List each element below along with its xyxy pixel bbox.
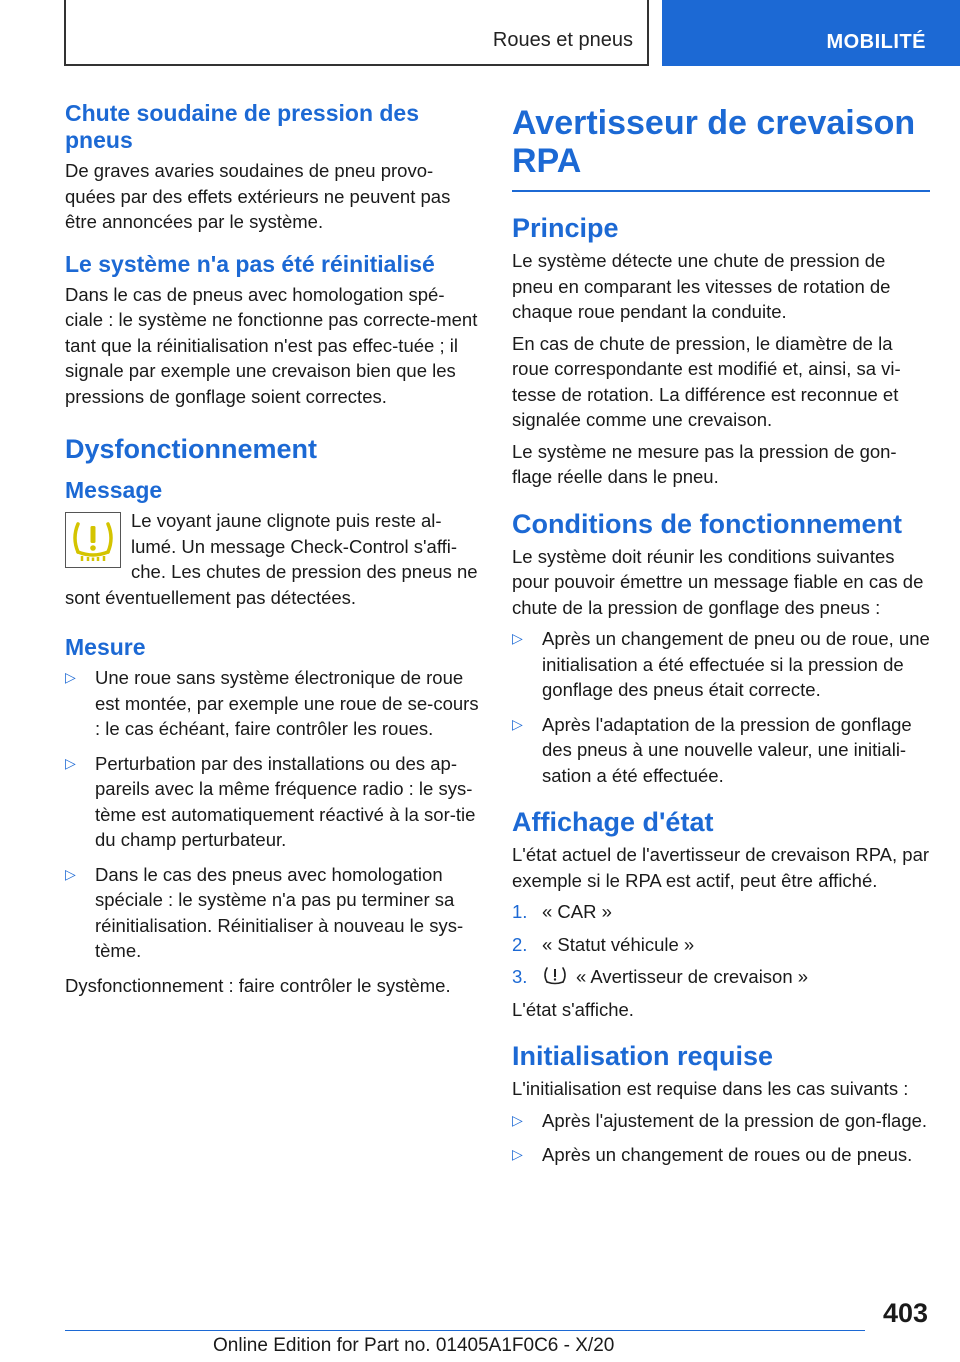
initialization-list bbox=[512, 1108, 930, 1168]
paragraph-message: Le voyant jaune clignote puis reste al-lumé. Un message Check-Control s'affi-che. Les chutes de pression des pneus ne sont éventuellement pas détectées. bbox=[65, 510, 478, 608]
triangle-bullet-icon: ▷ bbox=[65, 865, 76, 882]
heading-malfunction: Dysfonctionnement bbox=[65, 434, 318, 464]
header-section-title: Roues et pneus bbox=[492, 29, 633, 51]
triangle-bullet-icon: ▷ bbox=[512, 630, 523, 646]
triangle-bullet-icon: ▷ bbox=[512, 1146, 523, 1162]
message-block bbox=[65, 508, 480, 610]
status-steps-list bbox=[512, 899, 930, 990]
paragraph-not-reinitialized: Dans le cas de pneus avec homologation spé-ciale : le système ne fonctionne pas correcte-ment tant que la réinitialisation n'est pas effec-tuée ; il signale par exemple une crevaison bien que les pressions de gonflage soient correctes. bbox=[65, 283, 478, 407]
footer-edition: Online Edition for Part no. 01405A1F0C6 - X/20 bbox=[213, 1335, 615, 1356]
page-number: 403 bbox=[882, 1298, 928, 1328]
list-item: ▷ Après l'adaptation de la pression de gonflage des pneus à une nouvelle valeur, une initiali-sation a été effectuée. bbox=[512, 713, 912, 786]
triangle-bullet-icon: ▷ bbox=[512, 1111, 523, 1128]
list-item: ▷ Après un changement de roues ou de pneus. bbox=[512, 1142, 930, 1168]
paragraph-status-display: L'état actuel de l'avertisseur de crevaison RPA, par exemple si le RPA est actif, peut être affiché. bbox=[512, 844, 930, 891]
paragraph-malfunction-action: Dysfonctionnement : faire contrôler le système. bbox=[65, 974, 451, 996]
heading-sudden-pressure-loss: Chute soudaine de pression des pneus bbox=[65, 100, 420, 153]
heading-operating-conditions: Conditions de fonctionnement bbox=[512, 508, 902, 539]
left-column bbox=[65, 100, 480, 1004]
tire-pressure-warning-icon bbox=[65, 512, 121, 568]
list-item: ▷ Perturbation par des installations ou des ap-pareils avec la même fréquence radio : le sys-tème est automatiquement réactivé à la sor-tie du champ perturbateur. bbox=[65, 752, 476, 850]
header-chapter-tab bbox=[662, 0, 960, 66]
header-chapter-title: MOBILITÉ bbox=[826, 31, 926, 53]
measure-list bbox=[65, 665, 480, 964]
heading-initialization-required: Initialisation requise bbox=[512, 1041, 774, 1071]
footer-rule bbox=[65, 1330, 865, 1331]
paragraph-status-shown: L'état s'affiche. bbox=[512, 998, 634, 1020]
triangle-bullet-icon: ▷ bbox=[512, 715, 523, 732]
heading-measure: Mesure bbox=[65, 634, 146, 660]
paragraph-sudden-pressure-loss: De graves avaries soudaines de pneu provo-quées par des effets extérieurs ne peuvent pas être annoncées par le système. bbox=[65, 160, 451, 232]
paragraph-principle-3: Le système ne mesure pas la pression de gon-flage réelle dans le pneu. bbox=[512, 440, 897, 487]
tire-pressure-warning-icon bbox=[542, 965, 568, 987]
paragraph-principle-2: En cas de chute de pression, le diamètre de la roue correspondante est modifié et, ainsi, sa vi-tesse de rotation. La différence est reconnue et signalée comme une crevaison. bbox=[512, 332, 901, 430]
conditions-list bbox=[512, 626, 930, 788]
heading-principle: Principe bbox=[512, 213, 619, 243]
heading-message: Message bbox=[65, 477, 163, 503]
triangle-bullet-icon: ▷ bbox=[65, 669, 76, 685]
header-section-box bbox=[64, 0, 649, 66]
paragraph-operating-conditions: Le système doit réunir les conditions suivantes pour pouvoir émettre un message fiable en cas de chute de la pression de gonflage des pneus : bbox=[512, 545, 924, 618]
list-item: 1. « CAR » bbox=[512, 901, 612, 922]
list-item: ▷ Après l'ajustement de la pression de gon-flage. bbox=[512, 1108, 930, 1134]
heading-status-display: Affichage d'état bbox=[512, 807, 714, 837]
list-item: ▷ Une roue sans système électronique de roue est montée, par exemple une roue de se-cours : le cas échéant, faire contrôler les roues. bbox=[65, 667, 479, 739]
list-item: ▷ Dans le cas des pneus avec homologation spéciale : le système n'a pas pu terminer sa réinitialisation. Réinitialiser à nouveau le sys-tème. bbox=[65, 863, 464, 961]
paragraph-initialization-required: L'initialisation est requise dans les cas suivants : bbox=[512, 1078, 909, 1099]
paragraph-principle-1: Le système détecte une chute de pression de pneu en comparant les vitesses de rotation de chaque roue pendant la conduite. bbox=[512, 250, 891, 322]
heading-rpa: Avertisseur de crevaison RPA bbox=[512, 104, 916, 180]
list-item: ▷ Après un changement de pneu ou de roue, une initialisation a été effectuée si la pression de gonflage des pneus était correcte. bbox=[512, 628, 930, 700]
list-item: 3. « Avertisseur de crevaison » bbox=[512, 966, 809, 987]
heading-rule bbox=[512, 190, 930, 192]
triangle-bullet-icon: ▷ bbox=[65, 754, 76, 771]
right-column bbox=[512, 104, 930, 1177]
heading-not-reinitialized: Le système n'a pas été réinitialisé bbox=[65, 250, 435, 277]
list-item: 2. « Statut véhicule » bbox=[512, 933, 695, 955]
